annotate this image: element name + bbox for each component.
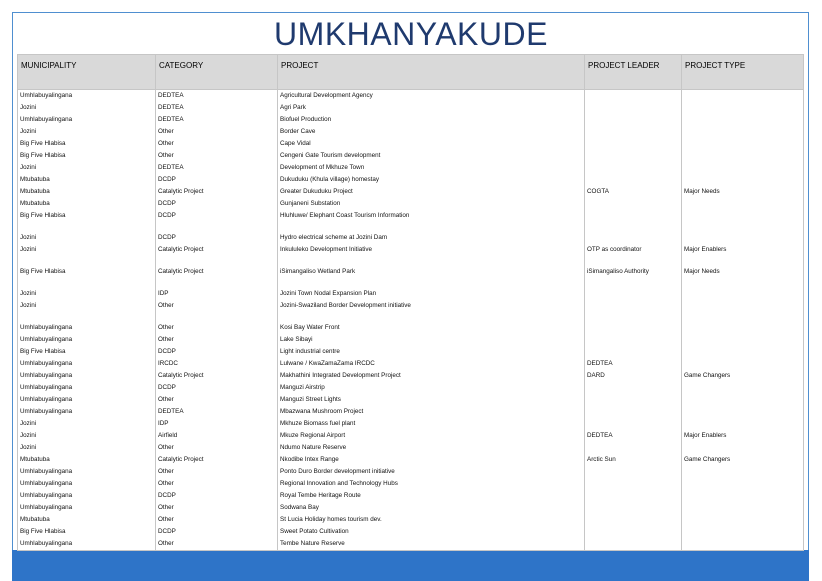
cell-municipality: Umhlabuyalingana — [18, 394, 156, 406]
cell-category: DEDTEA — [156, 114, 278, 126]
cell-category: IDP — [156, 288, 278, 300]
table-row — [18, 126, 804, 138]
table-row — [18, 322, 804, 334]
cell-project-leader — [585, 382, 682, 394]
cell-project: Jozini-Swaziland Border Development initiative — [278, 300, 585, 312]
table-row — [18, 334, 804, 346]
cell-project: Mkuze Regional Airport — [278, 430, 585, 442]
cell-municipality: Umhlabuyalingana — [18, 490, 156, 502]
cell-project-leader: COGTA — [585, 186, 682, 198]
cell-project-type — [682, 126, 804, 138]
cell-project-type — [682, 210, 804, 222]
cell-category: Other — [156, 394, 278, 406]
table-row — [18, 442, 804, 454]
cell-project-type — [682, 232, 804, 244]
cell-project-leader — [585, 256, 682, 266]
cell-municipality: Jozini — [18, 418, 156, 430]
cell-project-type — [682, 358, 804, 370]
cell-municipality: Umhlabuyalingana — [18, 114, 156, 126]
cell-project-leader: DEDTEA — [585, 430, 682, 442]
cell-project-type — [682, 300, 804, 312]
cell-project-leader — [585, 222, 682, 232]
cell-project-leader — [585, 526, 682, 538]
cell-project-leader — [585, 538, 682, 551]
cell-project-type: Major Enablers — [682, 244, 804, 256]
table-row — [18, 490, 804, 502]
cell-project: Manguzi Street Lights — [278, 394, 585, 406]
cell-project: Cengeni Gate Tourism development — [278, 150, 585, 162]
cell-category: Other — [156, 442, 278, 454]
cell-municipality: Jozini — [18, 102, 156, 114]
cell-municipality: Umhlabuyalingana — [18, 466, 156, 478]
cell-project: Hluhluwe/ Elephant Coast Tourism Information — [278, 210, 585, 222]
cell-project: Lake Sibayi — [278, 334, 585, 346]
cell-municipality: Jozini — [18, 232, 156, 244]
cell-project-leader — [585, 514, 682, 526]
cell-category — [156, 222, 278, 232]
cell-project-type — [682, 490, 804, 502]
table-row — [18, 288, 804, 300]
cell-project-leader: iSimangaliso Authority — [585, 266, 682, 278]
cell-project-type — [682, 526, 804, 538]
cell-project-type — [682, 198, 804, 210]
cell-category: IDP — [156, 418, 278, 430]
cell-project-type — [682, 288, 804, 300]
cell-municipality: Big Five Hlabisa — [18, 138, 156, 150]
cell-project: St Lucia Holiday homes tourism dev. — [278, 514, 585, 526]
cell-project-type — [682, 538, 804, 551]
cell-project-type: Major Enablers — [682, 430, 804, 442]
cell-project — [278, 312, 585, 322]
table-row — [18, 370, 804, 382]
cell-category: DCDP — [156, 526, 278, 538]
cell-project-type — [682, 442, 804, 454]
cell-project-leader — [585, 288, 682, 300]
cell-category: DEDTEA — [156, 90, 278, 103]
cell-project: Agri Park — [278, 102, 585, 114]
cell-project-type — [682, 138, 804, 150]
table-row — [18, 346, 804, 358]
cell-category: Catalytic Project — [156, 244, 278, 256]
table-row — [18, 478, 804, 490]
cell-project: Agricultural Development Agency — [278, 90, 585, 103]
cell-municipality: Jozini — [18, 430, 156, 442]
header-category: CATEGORY — [156, 55, 278, 90]
cell-category: DCDP — [156, 232, 278, 244]
table-row — [18, 466, 804, 478]
cell-project-type: Major Needs — [682, 186, 804, 198]
cell-project: Gunjaneni Substation — [278, 198, 585, 210]
table-row — [18, 186, 804, 198]
table-row — [18, 300, 804, 312]
cell-project-type — [682, 334, 804, 346]
cell-project-leader — [585, 162, 682, 174]
cell-project-leader — [585, 210, 682, 222]
table-row — [18, 312, 804, 322]
cell-category: Other — [156, 300, 278, 312]
cell-project-leader — [585, 102, 682, 114]
cell-municipality: Umhlabuyalingana — [18, 358, 156, 370]
cell-project-type: Major Needs — [682, 266, 804, 278]
cell-project-type — [682, 466, 804, 478]
table-row — [18, 150, 804, 162]
table-row — [18, 114, 804, 126]
cell-municipality: Mtubatuba — [18, 514, 156, 526]
cell-category: Airfield — [156, 430, 278, 442]
cell-category: DCDP — [156, 210, 278, 222]
cell-project-leader — [585, 394, 682, 406]
cell-project-leader — [585, 442, 682, 454]
cell-project: Jozini Town Nodal Expansion Plan — [278, 288, 585, 300]
cell-municipality: Big Five Hlabisa — [18, 210, 156, 222]
cell-project-leader — [585, 150, 682, 162]
table-body — [18, 90, 804, 551]
cell-municipality: Umhlabuyalingana — [18, 478, 156, 490]
table-row — [18, 198, 804, 210]
table-row — [18, 210, 804, 222]
table-row — [18, 162, 804, 174]
bottom-bar — [12, 550, 809, 581]
table-row — [18, 174, 804, 186]
cell-project-leader: DEDTEA — [585, 358, 682, 370]
cell-category: Other — [156, 538, 278, 551]
table-row — [18, 406, 804, 418]
cell-project: Mbazwana Mushroom Project — [278, 406, 585, 418]
cell-category: IRCDC — [156, 358, 278, 370]
cell-category: Catalytic Project — [156, 370, 278, 382]
cell-municipality: Umhlabuyalingana — [18, 334, 156, 346]
cell-project-type — [682, 502, 804, 514]
cell-project-type — [682, 174, 804, 186]
cell-municipality: Umhlabuyalingana — [18, 406, 156, 418]
cell-project-leader — [585, 232, 682, 244]
table-row — [18, 394, 804, 406]
cell-project — [278, 278, 585, 288]
cell-project-leader — [585, 406, 682, 418]
table-header-row — [18, 55, 804, 90]
cell-project-leader — [585, 466, 682, 478]
cell-project — [278, 222, 585, 232]
cell-category: DCDP — [156, 198, 278, 210]
table-row — [18, 526, 804, 538]
table-row — [18, 266, 804, 278]
cell-project-leader — [585, 114, 682, 126]
page-title: UMKHANYAKUDE — [274, 16, 548, 52]
cell-municipality: Jozini — [18, 300, 156, 312]
cell-project: Kosi Bay Water Front — [278, 322, 585, 334]
cell-project-type — [682, 478, 804, 490]
cell-category: DCDP — [156, 490, 278, 502]
cell-project: Hydro electrical scheme at Jozini Dam — [278, 232, 585, 244]
cell-project-type — [682, 406, 804, 418]
cell-municipality: Big Five Hlabisa — [18, 150, 156, 162]
projects-table — [17, 54, 804, 551]
table-row — [18, 232, 804, 244]
table-row — [18, 90, 804, 103]
cell-project-type: Game Changers — [682, 370, 804, 382]
cell-project: Royal Tembe Heritage Route — [278, 490, 585, 502]
cell-municipality — [18, 256, 156, 266]
header-project-leader: PROJECT LEADER — [585, 55, 682, 90]
cell-project-type — [682, 102, 804, 114]
cell-project-leader — [585, 278, 682, 288]
header-project-type: PROJECT TYPE — [682, 55, 804, 90]
cell-municipality: Big Five Hlabisa — [18, 346, 156, 358]
cell-municipality: Jozini — [18, 126, 156, 138]
cell-project-leader — [585, 90, 682, 103]
table-row — [18, 278, 804, 288]
cell-category: Other — [156, 138, 278, 150]
cell-project-leader — [585, 346, 682, 358]
cell-category: Other — [156, 478, 278, 490]
cell-project-type — [682, 382, 804, 394]
cell-municipality: Umhlabuyalingana — [18, 90, 156, 103]
cell-project-type — [682, 114, 804, 126]
cell-municipality: Umhlabuyalingana — [18, 322, 156, 334]
cell-project: Inkululeko Development Initiative — [278, 244, 585, 256]
cell-project-leader: Arctic Sun — [585, 454, 682, 466]
cell-municipality: Umhlabuyalingana — [18, 370, 156, 382]
table-row — [18, 358, 804, 370]
cell-municipality: Mtubatuba — [18, 198, 156, 210]
cell-project: Greater Dukuduku Project — [278, 186, 585, 198]
cell-category: Catalytic Project — [156, 186, 278, 198]
cell-project-type — [682, 312, 804, 322]
cell-category: DEDTEA — [156, 102, 278, 114]
cell-category: Other — [156, 334, 278, 346]
cell-project: Tembe Nature Reserve — [278, 538, 585, 551]
cell-category: DEDTEA — [156, 162, 278, 174]
cell-project-leader — [585, 300, 682, 312]
cell-project: Nkodibe Intex Range — [278, 454, 585, 466]
cell-municipality: Jozini — [18, 162, 156, 174]
cell-project-type: Game Changers — [682, 454, 804, 466]
table-row — [18, 222, 804, 232]
cell-category — [156, 312, 278, 322]
cell-project-leader — [585, 198, 682, 210]
cell-municipality: Mtubatuba — [18, 454, 156, 466]
cell-project — [278, 256, 585, 266]
cell-category: DEDTEA — [156, 406, 278, 418]
cell-category: Catalytic Project — [156, 454, 278, 466]
cell-project-leader — [585, 478, 682, 490]
cell-project-leader — [585, 502, 682, 514]
cell-project: Regional Innovation and Technology Hubs — [278, 478, 585, 490]
cell-category: Other — [156, 502, 278, 514]
cell-project-leader — [585, 126, 682, 138]
table-row — [18, 454, 804, 466]
cell-category: Catalytic Project — [156, 266, 278, 278]
cell-project-type — [682, 514, 804, 526]
header-project: PROJECT — [278, 55, 585, 90]
cell-municipality: Umhlabuyalingana — [18, 538, 156, 551]
table-row — [18, 430, 804, 442]
table-row — [18, 244, 804, 256]
cell-municipality: Mtubatuba — [18, 186, 156, 198]
cell-project: Makhathini Integrated Development Project — [278, 370, 585, 382]
cell-project-leader — [585, 322, 682, 334]
cell-project-leader: DARD — [585, 370, 682, 382]
cell-municipality: Jozini — [18, 442, 156, 454]
cell-project: Cape Vidal — [278, 138, 585, 150]
table-row — [18, 102, 804, 114]
cell-municipality — [18, 312, 156, 322]
cell-project: Sodwana Bay — [278, 502, 585, 514]
cell-project-leader — [585, 312, 682, 322]
cell-project: Light industrial centre — [278, 346, 585, 358]
cell-category: Other — [156, 514, 278, 526]
cell-project-type — [682, 322, 804, 334]
table-row — [18, 138, 804, 150]
cell-category: DCDP — [156, 174, 278, 186]
cell-category: Other — [156, 466, 278, 478]
cell-project-type — [682, 394, 804, 406]
cell-project: Sweet Potato Cultivation — [278, 526, 585, 538]
cell-project-type — [682, 222, 804, 232]
cell-project-type — [682, 278, 804, 288]
cell-project: Mkhuze Biomass fuel plant — [278, 418, 585, 430]
cell-project-leader — [585, 418, 682, 430]
cell-project: Dukuduku (Khula village) homestay — [278, 174, 585, 186]
cell-municipality: Big Five Hlabisa — [18, 266, 156, 278]
table-row — [18, 418, 804, 430]
cell-project-leader — [585, 138, 682, 150]
cell-project: Lulwane / KwaZamaZama IRCDC — [278, 358, 585, 370]
cell-project-type — [682, 90, 804, 103]
cell-municipality: Umhlabuyalingana — [18, 502, 156, 514]
cell-project-type — [682, 418, 804, 430]
cell-municipality — [18, 278, 156, 288]
cell-project-type — [682, 346, 804, 358]
table-row — [18, 256, 804, 266]
cell-project: Biofuel Production — [278, 114, 585, 126]
cell-project: Ndumo Nature Reserve — [278, 442, 585, 454]
cell-project: iSimangaliso Wetland Park — [278, 266, 585, 278]
cell-municipality: Umhlabuyalingana — [18, 382, 156, 394]
cell-municipality: Jozini — [18, 288, 156, 300]
cell-category: DCDP — [156, 346, 278, 358]
table-row — [18, 538, 804, 551]
cell-category — [156, 278, 278, 288]
cell-category — [156, 256, 278, 266]
cell-category: Other — [156, 322, 278, 334]
cell-project: Border Cave — [278, 126, 585, 138]
table-row — [18, 382, 804, 394]
cell-municipality: Big Five Hlabisa — [18, 526, 156, 538]
cell-municipality: Jozini — [18, 244, 156, 256]
table-row — [18, 502, 804, 514]
cell-project-type — [682, 162, 804, 174]
cell-project-leader — [585, 490, 682, 502]
cell-municipality — [18, 222, 156, 232]
cell-project: Development of Mkhuze Town — [278, 162, 585, 174]
cell-project-leader — [585, 334, 682, 346]
header-municipality: MUNICIPALITY — [18, 55, 156, 90]
cell-municipality: Mtubatuba — [18, 174, 156, 186]
cell-project-type — [682, 256, 804, 266]
cell-category: Other — [156, 150, 278, 162]
cell-project-leader — [585, 174, 682, 186]
cell-project: Ponto Duro Border development initiative — [278, 466, 585, 478]
cell-project-leader: OTP as coordinator — [585, 244, 682, 256]
table-row — [18, 514, 804, 526]
cell-project: Manguzi Airstrip — [278, 382, 585, 394]
cell-category: DCDP — [156, 382, 278, 394]
cell-category: Other — [156, 126, 278, 138]
cell-project-type — [682, 150, 804, 162]
